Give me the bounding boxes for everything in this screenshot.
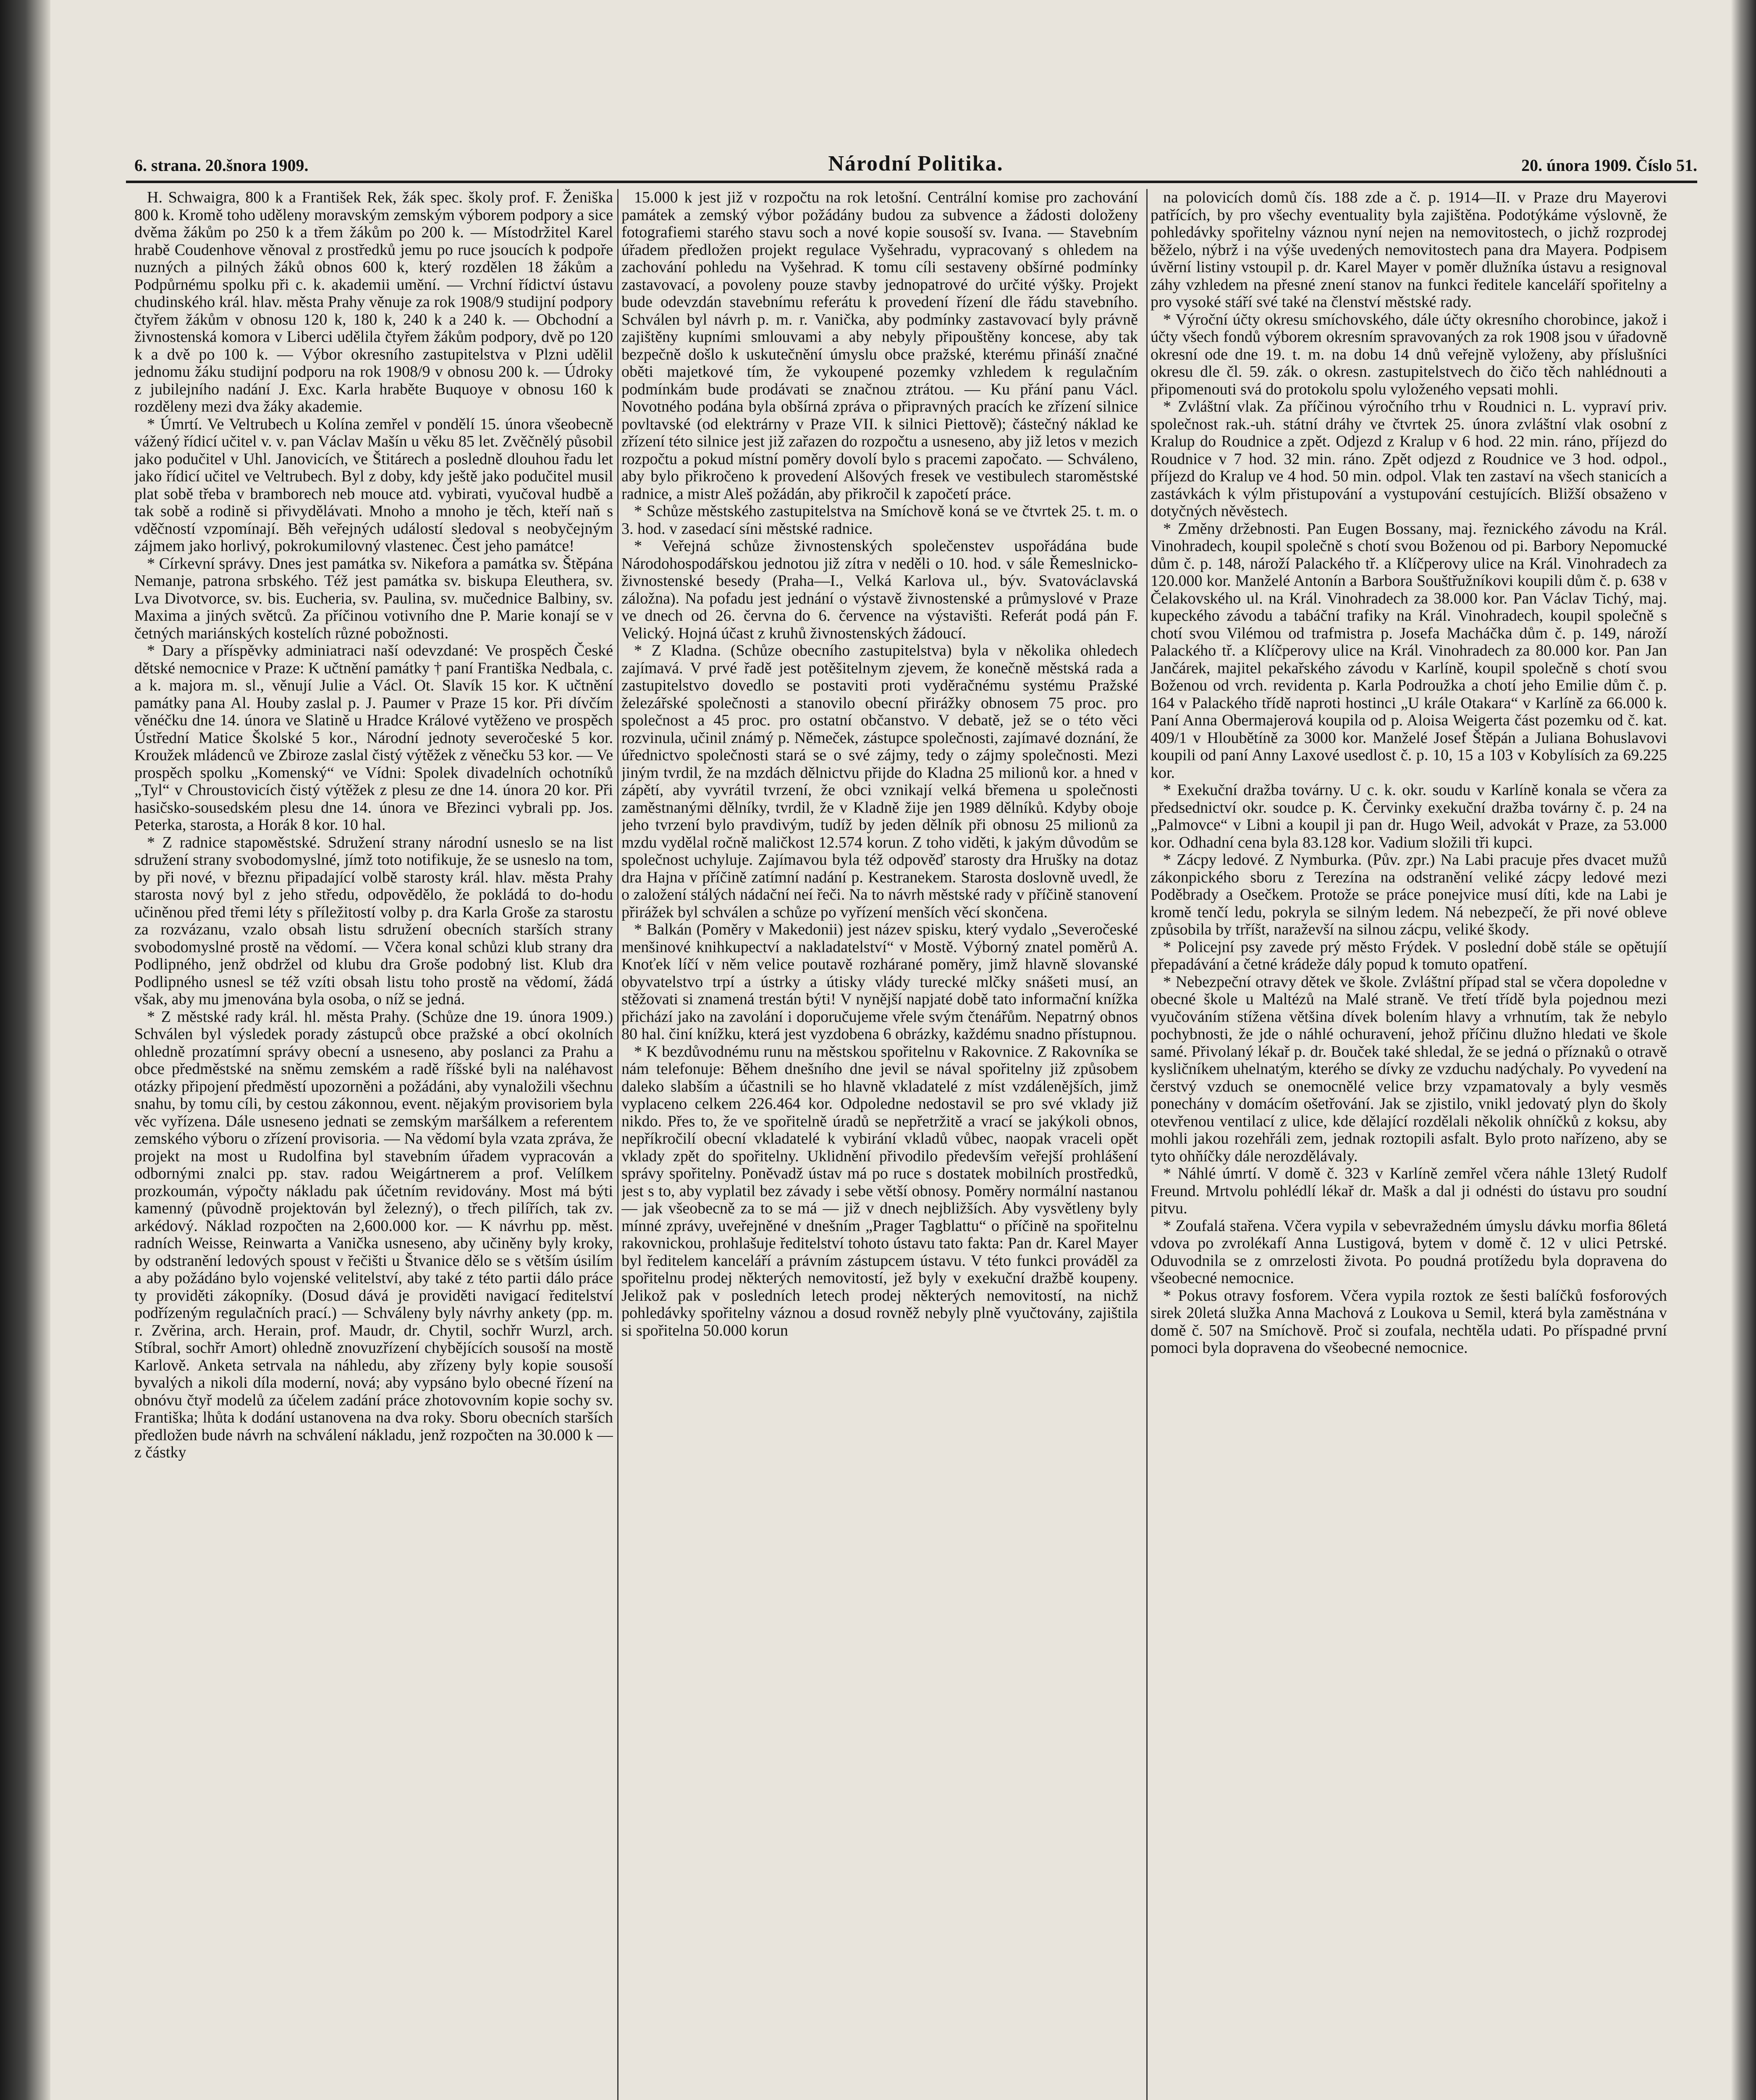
- scan-edge-shadow: [1731, 0, 1756, 2100]
- newspaper-title: Národní Politika.: [828, 152, 1004, 176]
- article-paragraph: * Balkán (Poměry v Makedonii) jest název spisku, který vydalo „Severočeské menšinové knihkupectví a nakladatelství“ v Mostě. Výborný znatel poměrů A. Knoťek líčí v něm velice poutavě rozhárané poměry, jimž hlavně slovanské obyvatelstvo trpí a ústrky a útisky vlády turecké mlčky snášeti musí, an stěžovati si znamená trestán býti! V nynější napjaté době tato informační knížka přichází jako na zavolání i doporučujeme vřele svým čtenářům. Nepatrný obnos 80 hal. činí knížku, která jest vyzdobena 6 obrázky, každému snadno přístupnou.: [621, 921, 1138, 1043]
- scan-binding-shadow: [0, 0, 50, 2100]
- article-paragraph: * Zoufalá stařena. Včera vypila v sebevražedném úmyslu dávku morfia 86letá vdova po zvrolékafí Anna Lustigová, bytem v domě č. 12 v ulici Petrské. Oduvodnila se z omrzelosti života. Po poudná protížedu byla dopravena do všeobecné nemocnice.: [1151, 1217, 1667, 1287]
- article-paragraph: * K bezdůvodnému runu na městskou spořitelnu v Rakovnice. Z Rakovníka se nám telefonuje: Během dnešního dne jevil se nával spořitelny již způsobem daleko slabším a účastnili se ho hlavně vkladatelé z míst vzdálenějších, jimž vyplaceno celkem 226.464 kor. Odpoledne nedostavil se pro své vklady již nikdo. Přes to, že ve spořitelně úradů se nepřetržitě a vrací se jakýkoli obnos, nepříkročilí obecní vkladatelé k vybirání vkladů vůbec, naopak vraceli opět vklady zpět do spořitelny. Uklidnění přivodilo především veřejší prohlášení správy spořitelny. Poněvadž ústav má po ruce s dostatek mobilních prostředků, jest s to, aby vyplatil bez závady i sebe větší obnosy. Poměry normální nastanou — jak všeobecně za to se má — již v dnech nejbližších. Aby vysvětleny byly mínné zprávy, uveřejněné v dnešním „Prager Tagblattu“ o příčině na spořitelnu rakovnickou, prohlašuje ředitelství tohoto ústavu tato fakta: Pan dr. Karel Mayer byl ředitelem kanceláří a právním zástupcem ústavu. V této funkci prováděl za spořitelnu prodej některých nemovitostí, jež byly v exekuční dražbě koupeny. Jelikož pak v posledních letech prodej některých nemovitostí, na nichž pohledávky spořitelny váznou a dosud rovněž nebyly plně vyučtovány, zajištila si spořitelna 50.000 korun: [621, 1042, 1138, 1339]
- article-paragraph: * Výroční účty okresu smíchovského, dále účty okresního chorobince, jakož i účty všech fondů výborem okresním spravovaných za rok 1908 jsou v úřadovně okresní ode dne 19. t. m. na dobu 14 dnů veřejně vyloženy, aby příslušníci okresu dle čl. 59. zák. o okresn. zastupitelstvech do čičo těch nahlédnouti a připomenouti svá do protokolu spolu vyloženého vepsati mohli.: [1151, 310, 1667, 398]
- article-paragraph: * Zvláštní vlak. Za příčinou výročního trhu v Roudnici n. L. vypraví priv. společnost rak.-uh. státní dráhy ve čtvrtek 25. února zvláštní vlak osobní z Kralup do Roudnice a zpět. Odjezd z Kralup v 6 hod. 22 min. ráno, příjezd do Roudnice v 7 hod. 32 min. ráno. Zpět odjezd z Roudnice ve 3 hod. odpol., příjezd do Kralup ve 4 hod. 50 min. odpol. Vlak ten zastaví na všech stanicích a zastávkách k výlm přistupování a vystupování cestujících. Bližší obsaženo v dotyčných něvěstech.: [1151, 398, 1667, 520]
- issue-date-number: 20. února 1909. Číslo 51.: [1521, 156, 1697, 175]
- article-paragraph: * Z Kladna. (Schůze obecního zastupitelstva) byla v několika ohledech zajímavá. V prvé řadě jest potěšitelnym zjevem, že konečně městská rada a zastupitelstvo dovedlo se postaviti proti vyděračnému systému Pražské železářské společnosti a stanovilo obecní přirážky obnosem 75 proc. pro společnost a 45 proc. pro ostatní občanstvo. V debatě, jež se o této věci rozvinula, učinil známý p. Němeček, zástupce společnosti, zajímavé doznání, že úřednictvo společnosti stará se o své zájmy, tedy o zájmy společnosti. Mezi jiným tvrdil, že na mzdách dělnictvu přijde do Kladna 25 milionů kor. a hned v zápětí, aby vyvrátil tvrzení, že obci vznikají velká břemena u společnosti zaměstnanými dělníky, tvrdil, že v Kladně žije jen 1989 dělníků. Kdyby oboje jeho tvrzení bylo pravdivým, tudíž by jeden dělník při obnosu 25 milionů za mzdu vydělal ročně maličkost 12.574 korun. Z toho viděti, k jakým důvodům se společnost uchyluje. Zajímavou byla též odpověď starosty dra Hrušky na dotaz dra Hajna v příčině zatímní nadání p. Kestranekem. Starosta doslovně uvedl, že o založení stálých nádační neí řeči. Na to návrh městské rady v příčině stanovení přirážek byl schválen a schůze po vyřízení menších věcí skončena.: [621, 642, 1138, 921]
- article-paragraph: * Z městské rady král. hl. města Prahy. (Schůze dne 19. února 1909.) Schválen byl výsledek porady zástupců obce pražské a obcí okolních ohledně prozatímní správy obecní a usneseno, aby poslanci za Prahu a obce předměstské na sněmu zemském a radě říšské byli na naléhavost otázky připojení předměstí upozorněni a požádáni, aby vynaložili všechnu snahu, by tomu cíli, by cestou zákonnou, event. nějakým provisoriem byla věc vyřízena. Dále usneseno jednati se zemským maršálkem a referentem zemského výboru o zřízení provisoria. — Na vědomí byla vzata zpráva, že projekt na most u Rudolfina byl stavebním úřadem vypracován a odbornými znalci pp. stav. radou Weigártnerem a prof. Velílkem prozkoumán, výpočty nákladu pak účetním revidovány. Most má býti kamenný (původně projektován byl železný), o třech pilířích, tak zv. arkédový. Náklad rozpočten na 2,600.000 kor. — K návrhu pp. měst. radních Weisse, Reinwarta a Vanička usneseno, aby učiněny byly kroky, by odstranění ledových spoust v řečišti u Štvanice dělo se s větším úsilím a aby požádáno bylo vojenské velitelství, aby také z této partii dálo práce ty providěti zákopníky. (Dosud dává je providěti navigací ředitelství podřízeným regulačních prací.) — Schváleny byly návrhy ankety (pp. m. r. Zvěrina, arch. Herain, prof. Maudr, dr. Chytil, sochřr Wurzl, arch. Stíbral, sochřr Amort) ohledně znovuzřízení chybějících sousoší na mostě Karlově. Anketa setrvala na náhledu, aby zřízeny byly kopie sousoší byvalých a nikoli díla moderní, nová; aby vypsáno bylo obecné řízení na obnóvu čtyř modelů za účelem zadání práce zhotovovním kopie sochy sv. Františka; lhůta k dodání ustanovena na dva roky. Sboru obecních starších předložen bude návrh na schválení nákladu, jenž rozpočten na 30.000 k — z částky: [134, 1008, 613, 1461]
- article-paragraph: * Pokus otravy fosforem. Včera vypila roztok ze šesti balíčků fosforových sirek 20letá služka Anna Machová z Loukova u Semil, která byla zaměstnána v domě č. 507 na Smíchově. Proč si zoufala, nechtěla udati. Po příspadné první pomoci byla dopravena do všeobecné nemocnice.: [1151, 1286, 1667, 1357]
- article-paragraph: * Veřejná schůze živnostenských společenstev uspořádána bude Národohospodářskou jednotou již zítra v neděli o 10. hod. v sále Řemeslnicko-živnostenské besedy (Praha—I., Velká Karlova ul., býv. Svatováclavská záložna). Na pofadu jest jednání o výstavě živnostenské a průmyslové v Praze ve dnech od 26. června do 6. července na výstavišti. Referát podá pán F. Velický. Hojná účast z kruhů živnostenských žádoucí.: [621, 537, 1138, 642]
- header-rule: [126, 181, 1697, 183]
- article-paragraph: * Zácpy ledové. Z Nymburka. (Pův. zpr.) Na Labi pracuje přes dvacet mužů zákonpického sboru z Terezína na odstranění veliké zácpy ledové mezi Poděbrady a Osečkem. Protože se práce ponejvice musí díti, kde na Labi je kromě tenčí ledu, pokryla se silným ledem. Ná nebezpečí, že při nové obleve způsobila by trříšt, naraževší na silnou zácpu, veliké škody.: [1151, 851, 1667, 938]
- article-paragraph: * Dary a příspěvky adminiatraci naší odevzdané: Ve prospěch České dětské nemocnice v Praze: K učtnění památky † paní Františka Nedbala, c. a k. majora m. sl., věnují Julie a Václ. Ot. Slavík 15 kor. K učtnění památky pana Al. Houby zaslal p. J. Paumer v Praze 15 kor. Při dívčím věnéčku dne 14. února ve Slatině u Hradce Králové vytěženo ve prospěch Ústřední Matice Školské 5 kor., Národní jednoty severočeské 5 kor. Kroužek mládenců ve Zbiroze zaslal čistý výtěžek z věnečku 53 kor. — Ve prospěch spolku „Komenský“ ve Vídni: Spolek divadelních ochotníků „Tyl“ v Chroustovicích čistý výtěžek z plesu ze dne 14. února 20 kor. Při hasičsko-sousedském plesu dne 14. února ve Březinci vybrali pp. Jos. Peterka, starosta, a Horák 8 kor. 10 hal.: [134, 642, 613, 834]
- page-header: [134, 151, 1697, 185]
- article-paragraph: * Církevní správy. Dnes jest památka sv. Nikefora a památka sv. Štěpána Nemanje, patrona srbského. Též jest památka sv. biskupa Eleuthera, sv. Lva Divotvorce, sv. bis. Eucheria, sv. Paulina, sv. mučednice Balbiny, sv. Maxima a jiných světců. Za příčinou votivního dne P. Marie konají se v četných mariánských kostelích různé pobožnosti.: [134, 554, 613, 642]
- column-2: [621, 189, 1138, 2100]
- article-paragraph: * Úmrtí. Ve Veltrubech u Kolína zemřel v pondělí 15. února všeobecně vážený řídicí učitel v. v. pan Václav Mašín u věku 85 let. Zvěčnělý působil jako podučitel v Uhl. Janovicích, ve Štitárech a posledně dlouhou řadu let jako řídicí učitel ve Veltrubech. Byl z doby, kdy ještě jako podučitel musil plat sobě třeba v bramborech neb mouce atd. vybirati, vyučoval hudbě a tak sobě a rodině si přivydělávati. Mnoho a mnoho je těch, kteří naň s vděčností vzpomínají. Běh veřejných událostí sledoval s neobyčejným zájmem jako horlivý, pokrokumilovný vlastenec. Čest jeho památce!: [134, 415, 613, 555]
- column-1: [134, 189, 613, 2100]
- article-columns: [134, 189, 1696, 2100]
- page-number-date: 6. strana. 20.šnora 1909.: [134, 156, 309, 175]
- column-divider: [1146, 189, 1148, 2100]
- article-paragraph: 15.000 k jest již v rozpočtu na rok letošní. Centrální komise pro zachování památek a zemský výbor požádány budou za subvence a žádosti doloženy fotografiemi starého stavu soch a nové kopie sousoší sv. Ivana. — Stavebním úřadem předložen projekt regulace Vyšehradu, vypracovaný s ohledem na zachování pohledu na Vyšehrad. K tomu cíli sestaveny obšírné podmínky zastavovací, a povoleny pouze stavby jednopatrové do určité výšky. Projekt bude odevzdán stavebnímu referátu k provedení řízení dle řádu stavebního. Schválen byl návrh p. m. r. Vanička, aby podmínky zastavovací byly právně zajištěny kupními smlouvami a aby nebyly připouštěny koncese, aby tak bezpečně došlo k uskutečnění úmyslu obce pražské, kterému přináší značné oběti majetkové tím, že vykoupené pozemky vzhledem k regulačním podmínkám bude prodávati se značnou ztrátou. — Ku přání panu Václ. Novotného podána byla obšírná zpráva o připravných pracích ke zřízení silnice povltavské (od elektrárny v Praze VII. k silnici Piettově); částečný náklad ke zřízení této silnice jest již zařazen do rozpočtu a usneseno, aby již letos v mezich rozpočtu a pokud místní poměry dovolí bylo s pracemi započato. — Schváleno, aby bylo přikročeno k provedení Alšových fresek ve vestibulech staroměstské radnice, a mistr Aleš požádán, aby přikročil k započetí práce.: [621, 189, 1138, 503]
- article-paragraph: * Nebezpeční otravy dětek ve škole. Zvláštní případ stal se včera dopoledne v obecné škole u Maltézů na Malé straně. Ve třetí třídě byla pojednou mezi vyučováním stížena většina dívek bolením hlavy a vrhnutím, tak že nebylo pochybnosti, že jde o náhlé ochuravení, jehož příčinu dlužno hledati ve škole samé. Přivolaný lékař p. dr. Bouček také shledal, že se jedná o příznaků o otravě kysličníkem uhelnatým, kterého se dívky ze vzduchu nadýchaly. Po vyvedení na čerstvý vzduch se onemocnělé velice brzy vzpamatovaly a byly vesměs ponechány v domácím ošetřování. Jak se zjistilo, vnikl jedovatý plyn do školy otevřenou ventilací z ulice, kde dělající rozdělali několik ohníčků z koksu, aby mohli jakou rozehřáli zem, jednak roztopili asfalt. Bylo proto nařízeno, aby se tyto ohňíčky dále nerozdělávaly.: [1151, 973, 1667, 1165]
- article-paragraph: * Policejní psy zavede prý město Frýdek. V poslední době stále se opětujíí přepadávání a četné krádeže dály popud k tomuto opatření.: [1151, 938, 1667, 973]
- column-3: [1151, 189, 1667, 2100]
- article-paragraph: * Náhlé úmrtí. V domě č. 323 v Karlíně zemřel včera náhle 13letý Rudolf Freund. Mrtvolu pohlédlí lékař dr. Mašk a dal ji odnésti do ústavu pro soudní pitvu.: [1151, 1165, 1667, 1217]
- article-paragraph: * Schůze městského zastupitelstva na Smíchově koná se ve čtvrtek 25. t. m. o 3. hod. v zasedací síni městské radnice.: [621, 502, 1138, 538]
- column-divider: [617, 189, 619, 2100]
- article-paragraph: * Z radnice staромěstské. Sdružení strany národní usneslo se na list sdružení strany svobodomyslné, jímž toto notifikuje, že se usneslo na tom, by při nové, v březnu připadající volbě starosty král. hlav. města Prahy starosta nový byl z jeho středu, odpovědělo, že pokládá to do-hodu učiněnou před třemi léty s příležitostí volby p. dra Karla Groše za starostu za rozvázanu, vzalo obsah listu sdružení obecních starších strany svobodomyslné prostě na vědomí. — Včera konal schůzi klub strany dra Podlipného, jenž obdržel od klubu dra Groše podobný list. Klub dra Podlipného usnesl se též vzíti obsah listu toho prostě na vědomí, žádá však, aby mu jmenována byla osoba, o níž se jedná.: [134, 833, 613, 1008]
- article-paragraph: * Exekuční dražba továrny. U c. k. okr. soudu v Karlíně konala se včera za předsednictví okr. soudce p. K. Červinky exekuční dražba továrny č. p. 24 na „Palmovce“ v Libni a koupil ji pan dr. Hugo Weil, advokát v Praze, za 53.000 kor. Odhadní cena byla 83.128 kor. Vadium složili tři kupci.: [1151, 781, 1667, 851]
- article-paragraph: H. Schwaigra, 800 k a František Rek, žák spec. školy prof. F. Ženiška 800 k. Kromě toho uděleny moravským zemským výborem podpory a sice dvěma žákům po 250 k a třem žákům po 200 k. — Místodržitel Karel hrabě Coudenhove věnoval z prostředků jemu po ruce jsoucích k podpoře nuzných a pilných žáků obnos 600 k, který rozdělen 18 žákům a Podpůrnému spolku při c. k. akademii umění. — Vrchní řídictví ústavu chudinského král. hlav. města Prahy věnuje za rok 1908/9 studijní podpory čtyřem žákům v obnosu 120 k, 180 k, 240 k a 240 k. — Obchodní a živnostenská komora v Liberci udělila čtyřem žákům podpory, dvě po 120 k a dvě po 100 k. — Výbor okresního zastupitelstva v Plzni udělil jednomu žáku studijní podporu na rok 1908/9 v obnosu 200 k. — Údroky z jubilejního nadání J. Exc. Karla hraběte Buquoye v obnosu 160 k rozděleny mezi dva žáky akademie.: [134, 189, 613, 415]
- article-paragraph: * Změny držebnosti. Pan Eugen Bossany, maj. řeznického závodu na Král. Vinohradech, koupil společně s chotí svou Boženou od pi. Barbory Nepomucké dům č. p. 148, nároží Palackého tř. a Klíčperovy ulice na Král. Vinohradech za 120.000 kor. Manželé Antonín a Barbora Souštřužníkovi koupili dům č. p. 638 v Čelakovského ul. na Král. Vinohradech za 38.000 kor. Pan Václav Tichý, maj. kupeckého závodu a tabáční trafiky na Král. Vinohradech, koupil společně s chotí svou Vilémou od trafmistra p. Josefa Macháčka dům č. p. 149, nároží Palackého tř. a Klíčperovy ulice na Král. Vinohradech za 80.000 kor. Pan Jan Jančárek, majitel pekařského závodu v Karlíně, koupil společně s chotí svou Boženou od vrch. revidenta p. Karla Podroužka a chotí jeho Emilie dům č. p. 164 v Palackého třídě naproti hostinci „U krále Otakara“ v Karlíně za 66.000 k. Paní Anna Obermajerová koupila od p. Aloisa Weigerta část pozemku od č. kat. 409/1 v Hloubětíně za 3000 kor. Manželé Josef Štěpán a Juliana Bohuslavovi koupili od paní Anny Laxové usedlost č. p. 10, 15 a 103 v Kobylísích za 69.225 kor.: [1151, 520, 1667, 782]
- article-paragraph: na polovicích domů čís. 188 zde a č. p. 1914—II. v Praze dru Mayerovi patřících, by pro všechy eventuality byla zajištěna. Podotýkáme výslovně, že pohledávky spořitelny váznou nyní nejen na nemovitostech, o jichž rozprodej běželo, nýbrž i na výše uvedených nemovitostech pana dra Mayera. Podpisem úvěrní listiny vstoupil p. dr. Karel Mayer v poměr dlužníka ústavu a resignoval záhy vzhledem na přesné znení stanov na funkci ředitele kanceláří spořitelny a pro vysoké stáří své také na členství městské rady.: [1151, 189, 1667, 311]
